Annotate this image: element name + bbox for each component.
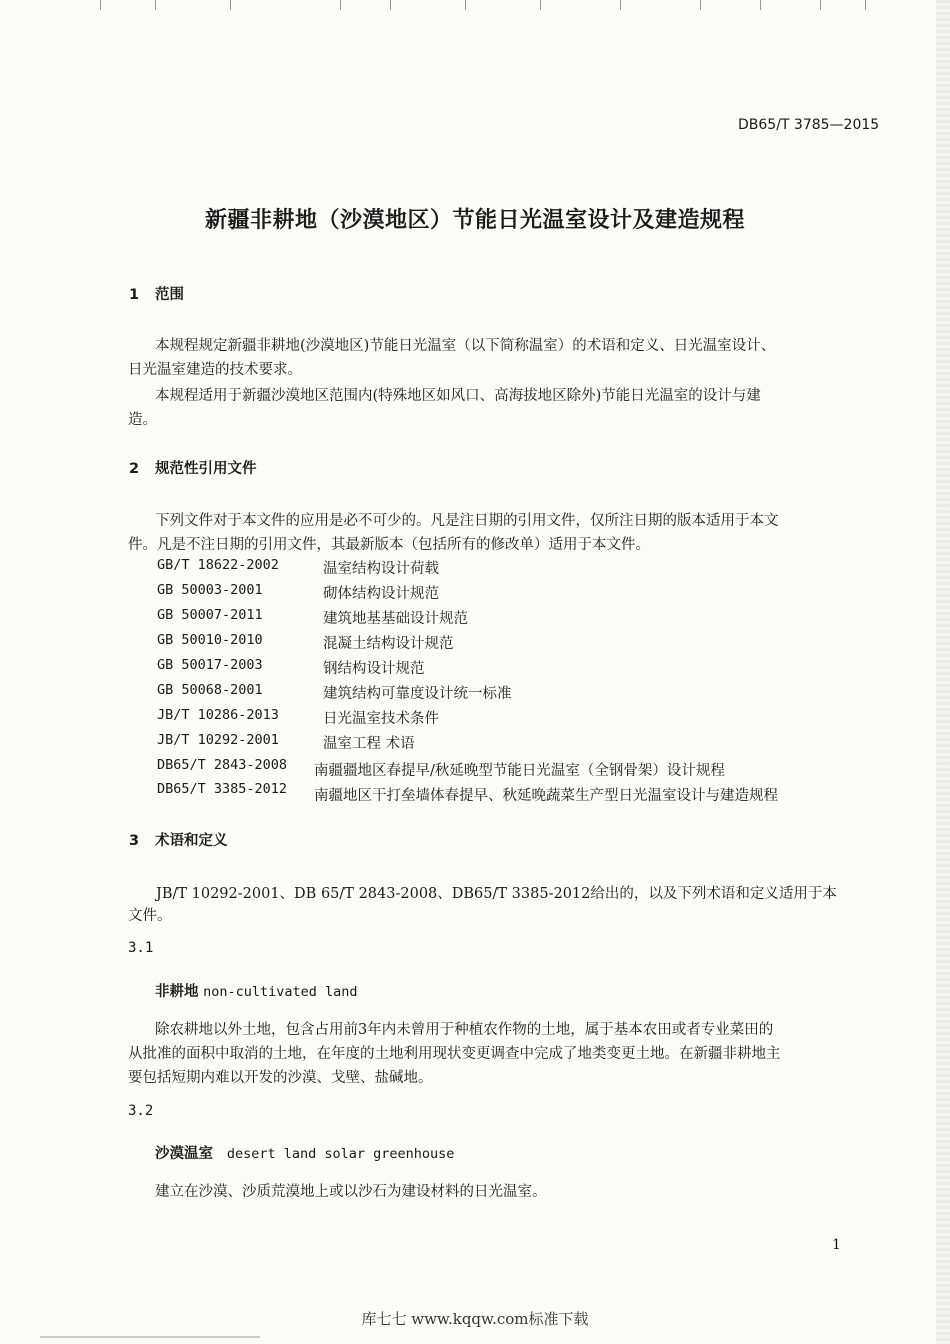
- reference-title: 日光温室技术条件: [323, 711, 439, 727]
- reference-code: JB/T 10292-2001: [157, 732, 279, 748]
- reference-code: GB 50010-2010: [157, 632, 263, 648]
- term-3-2-number: 3.2: [128, 1103, 154, 1119]
- term-3-2-def-line1: 建立在沙漠、沙质荒漠地上或以沙石为建设材料的日光温室。: [155, 1184, 547, 1200]
- section-1-para1-line1: 本规程规定新疆非耕地(沙漠地区)节能日光温室（以下简称温室）的术语和定义、日光温室设计、: [155, 338, 776, 354]
- section-3-intro-line2: 文件。: [128, 908, 172, 924]
- reference-title: 建筑地基基础设计规范: [323, 611, 468, 627]
- section-3-title: 术语和定义: [155, 833, 228, 849]
- reference-code: GB/T 18622-2002: [157, 557, 279, 573]
- section-3-number: 3: [129, 833, 140, 849]
- reference-title: 砌体结构设计规范: [323, 586, 439, 602]
- scan-bottom-artifact: [40, 1336, 260, 1338]
- section-1-number: 1: [129, 287, 140, 303]
- section-2-heading: [129, 457, 257, 478]
- section-2-number: 2: [129, 461, 140, 477]
- term-3-2-zh: 沙漠温室: [155, 1146, 213, 1162]
- section-2-intro-line2: 件。凡是不注日期的引用文件，其最新版本（包括所有的修改单）适用于本文件。: [128, 537, 650, 553]
- reference-code: GB 50003-2001: [157, 582, 263, 598]
- document-number: DB65/T 3785—2015: [738, 117, 880, 133]
- term-3-2-en: desert land solar greenhouse: [226, 1146, 455, 1162]
- term-3-1-zh: 非耕地: [155, 984, 199, 1000]
- section-1-para2-line1: 本规程适用于新疆沙漠地区范围内(特殊地区如风口、高海拔地区除外)节能日光温室的设计与建: [155, 388, 761, 404]
- reference-code: JB/T 10286-2013: [157, 707, 279, 723]
- reference-title: 南疆疆地区春提早/秋延晚型节能日光温室（全钢骨架）设计规程: [314, 763, 725, 779]
- section-3-intro-line1: JB/T 10292-2001、DB 65/T 2843-2008、DB65/T 3385-2012给出的，以及下列术语和定义适用于本: [156, 886, 837, 902]
- term-3-1-en: non-cultivated land: [203, 984, 358, 1000]
- reference-code: GB 50007-2011: [157, 607, 263, 623]
- term-3-1-def-line2: 从批准的面积中取消的土地，在年度的土地利用现状变更调查中完成了地类变更土地。在新疆非耕地主: [128, 1046, 781, 1062]
- term-3-1-def-line1: 除农耕地以外土地，包含占用前3年内未曾用于种植农作物的土地，属于基本农田或者专业菜田的: [155, 1022, 774, 1038]
- section-1-heading: [129, 283, 184, 304]
- document-title: 新疆非耕地（沙漠地区）节能日光温室设计及建造规程: [204, 208, 745, 233]
- term-3-1-number: 3.1: [128, 940, 154, 956]
- scan-edge: [936, 0, 950, 1344]
- reference-title: 混凝土结构设计规范: [323, 636, 454, 652]
- reference-title: 钢结构设计规范: [323, 661, 425, 677]
- section-3-heading: [129, 829, 228, 850]
- scan-top-marks: [60, 0, 880, 12]
- reference-title: 南疆地区干打垒墙体春提早、秋延晚蔬菜生产型日光温室设计与建造规程: [314, 788, 778, 804]
- section-1-para2-line2: 造。: [128, 412, 157, 428]
- term-3-1-def-line3: 要包括短期内难以开发的沙漠、戈壁、盐碱地。: [128, 1070, 433, 1086]
- reference-title: 温室结构设计荷载: [323, 561, 439, 577]
- section-1-para1-line2: 日光温室建造的技术要求。: [128, 362, 302, 378]
- page-number: 1: [832, 1237, 841, 1253]
- reference-code: DB65/T 2843-2008: [157, 757, 288, 773]
- term-3-1-heading: [155, 980, 358, 1001]
- reference-code: DB65/T 3385-2012: [157, 781, 288, 797]
- reference-title: 温室工程 术语: [323, 736, 415, 752]
- reference-code: GB 50017-2003: [157, 657, 263, 673]
- reference-title: 建筑结构可靠度设计统一标准: [323, 686, 512, 702]
- term-3-2-heading: [155, 1142, 454, 1163]
- section-2-title: 规范性引用文件: [155, 461, 257, 477]
- reference-code: GB 50068-2001: [157, 682, 263, 698]
- section-2-intro-line1: 下列文件对于本文件的应用是必不可少的。凡是注日期的引用文件，仅所注日期的版本适用于本文: [155, 513, 779, 529]
- footer-watermark: 库七七 www.kqqw.com标准下载: [361, 1310, 589, 1328]
- section-1-title: 范围: [155, 287, 184, 303]
